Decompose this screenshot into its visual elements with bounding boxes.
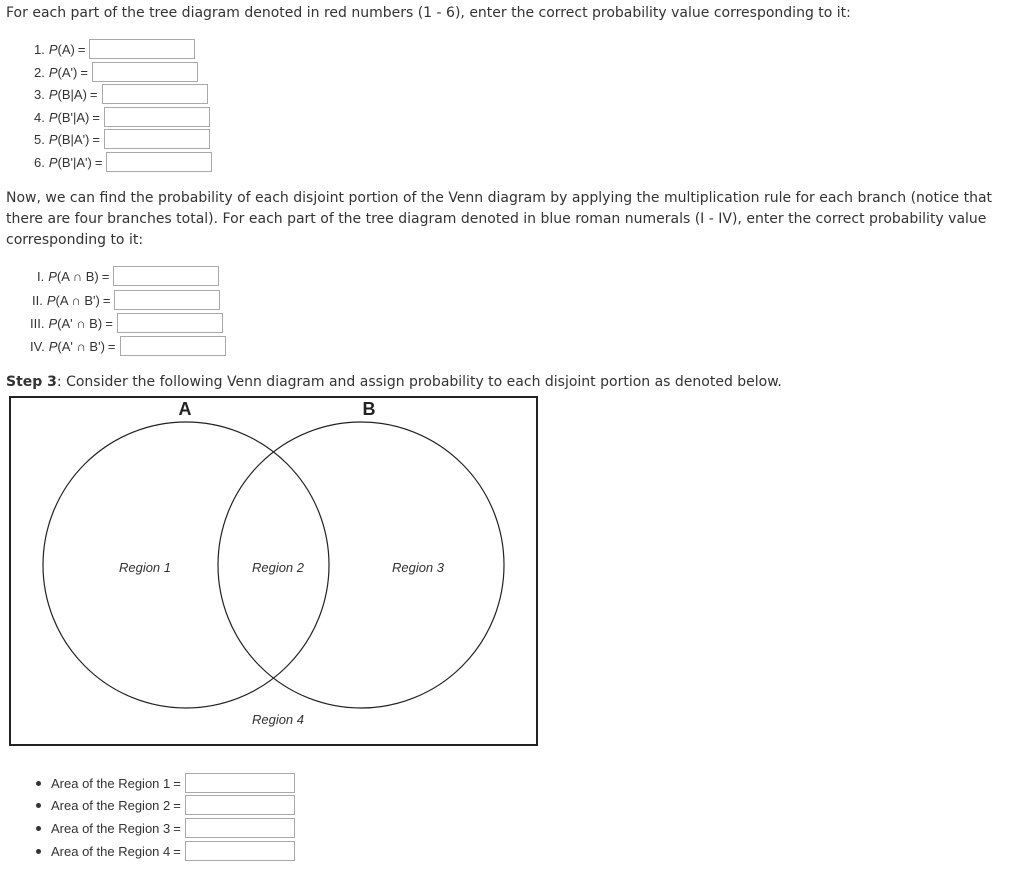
- venn-label-a: A: [178, 399, 192, 419]
- answer-input-1[interactable]: [89, 39, 195, 59]
- step3-label: Step 3: [6, 374, 57, 390]
- red-item-4: 4. P (B'|A) =: [34, 106, 210, 128]
- area-input-region-2[interactable]: [185, 795, 295, 815]
- intro-text-blue: Now, we can find the probability of each disjoint portion of the Venn diagram by applying the multiplication rule for each branch (notice that there are four branches total). For each part of the tree diagram denoted in blue roman numerals (I - IV), enter the correct probability value corresponding to it:: [6, 190, 993, 248]
- answer-input-4[interactable]: [104, 107, 210, 127]
- venn-diagram: [9, 396, 539, 748]
- venn-label-b: B: [362, 399, 376, 419]
- area-item-4: Area of the Region 4 =: [34, 840, 295, 862]
- bullet-icon: [36, 781, 41, 786]
- venn-region-4-label: Region 4: [251, 712, 305, 727]
- step3-instruction: [6, 372, 1006, 393]
- area-item-3: Area of the Region 3 =: [34, 817, 295, 839]
- answer-input-iv[interactable]: [120, 336, 226, 356]
- area-input-region-4[interactable]: [185, 841, 295, 861]
- area-item-1: Area of the Region 1 =: [34, 772, 295, 794]
- venn-region-3-label: Region 3: [391, 560, 445, 575]
- red-item-6: 6. P (B'|A') =: [34, 151, 212, 173]
- step3-text: : Consider the following Venn diagram and assign probability to each disjoint portion as denoted below.: [56, 374, 782, 390]
- blue-item-iii: III. P (A' ∩ B) =: [30, 312, 223, 334]
- bullet-icon: [36, 803, 41, 808]
- answer-input-iii[interactable]: [117, 313, 223, 333]
- answer-input-5[interactable]: [104, 129, 210, 149]
- red-item-1: 1. P (A) =: [34, 38, 195, 60]
- area-item-2: Area of the Region 2 =: [34, 794, 295, 816]
- red-item-3: 3. P (B|A) =: [34, 83, 208, 105]
- area-input-region-3[interactable]: [185, 818, 295, 838]
- venn-region-1-label: Region 1: [118, 560, 172, 575]
- red-item-5: 5. P (B|A') =: [34, 128, 210, 150]
- answer-input-2[interactable]: [92, 62, 198, 82]
- answer-input-6[interactable]: [106, 152, 212, 172]
- bullet-icon: [36, 826, 41, 831]
- blue-item-iv: IV. P (A' ∩ B') =: [30, 335, 226, 357]
- blue-item-ii: II. P (A ∩ B') =: [32, 289, 220, 311]
- answer-input-i[interactable]: [113, 266, 219, 286]
- answer-input-ii[interactable]: [114, 290, 220, 310]
- answer-input-3[interactable]: [102, 84, 208, 104]
- intro-text-red: For each part of the tree diagram denoted in red numbers (1 - 6), enter the correct probability value corresponding to it:: [6, 5, 851, 21]
- area-input-region-1[interactable]: [185, 773, 295, 793]
- blue-item-i: I. P (A ∩ B) =: [37, 265, 219, 287]
- bullet-icon: [36, 849, 41, 854]
- venn-region-2-label: Region 2: [251, 560, 305, 575]
- red-item-2: 2. P (A') =: [34, 61, 198, 83]
